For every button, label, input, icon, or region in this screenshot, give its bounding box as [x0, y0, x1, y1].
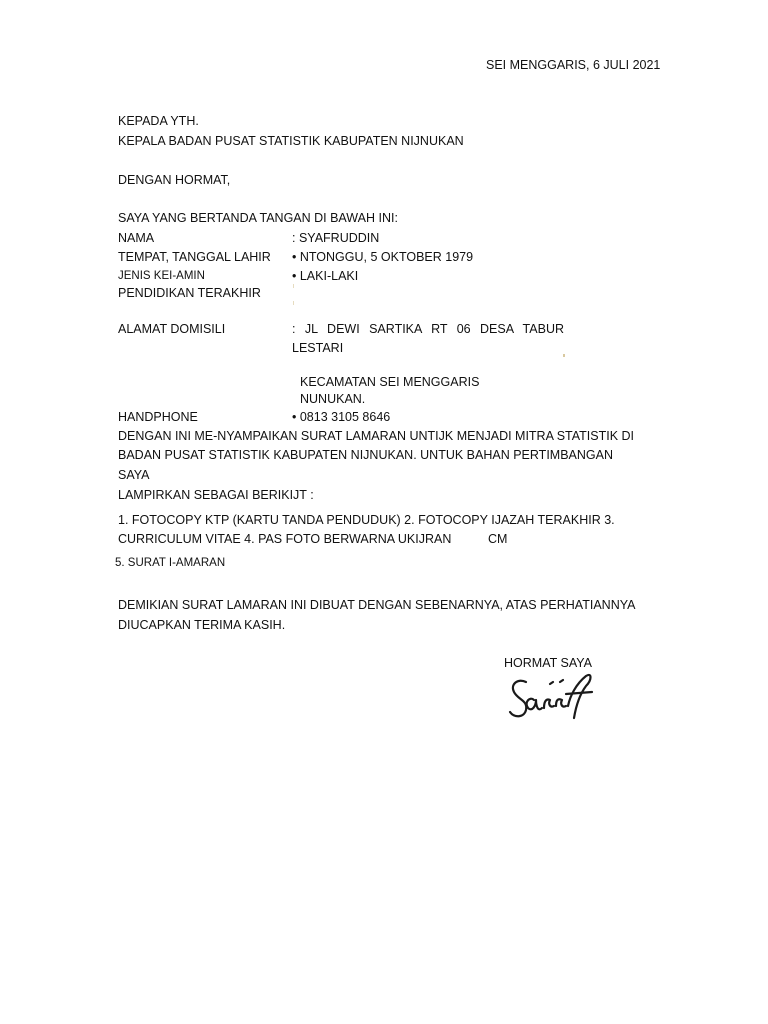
- scan-speck: [563, 354, 565, 357]
- field-ttl-value: • NTONGGU, 5 OKTOBER 1979: [292, 250, 474, 264]
- recipient-line-1: KEPADA YTH.: [118, 114, 199, 128]
- body-line-2: BADAN PUSAT STATISTIK KABUPATEN NIJNUKAN. UNTUK BAHAN PERTIMBANGAN: [118, 448, 613, 462]
- attachment-list-unit: CM: [488, 532, 508, 546]
- field-hp-label: HANDPHONE: [118, 410, 198, 424]
- field-alamat-value-2: LESTARI: [292, 341, 344, 355]
- attachment-list-line-1: 1. FOTOCOPY KTP (KARTU TANDA PENDUDUK) 2. FOTOCOPY IJAZAH TERAKHIR 3.: [118, 513, 615, 527]
- field-ttl-label: TEMPAT, TANGGAL LAHIR: [118, 250, 271, 264]
- field-alamat-label: ALAMAT DOMISILI: [118, 322, 226, 336]
- field-nama-value: : SYAFRUDDIN: [292, 231, 380, 245]
- field-alamat-value-3: KECAMATAN SEI MENGGARIS: [300, 375, 480, 389]
- field-jk-value: • LAKI-LAKI: [292, 269, 359, 283]
- closing-line-2: DIUCAPKAN TERIMA KASIH.: [118, 618, 286, 632]
- field-alamat-value-4: NUNUKAN.: [300, 392, 366, 406]
- intro-line: SAYA YANG BERTANDA TANGAN DI BAWAH INI:: [118, 211, 398, 225]
- attachment-list-line-2: CURRICULUM VITAE 4. PAS FOTO BERWARNA UKIJRAN: [118, 532, 452, 546]
- body-line-3: SAYA: [118, 468, 150, 482]
- recipient-line-2: KEPALA BADAN PUSAT STATISTIK KABUPATEN NIJNUKAN: [118, 134, 464, 148]
- field-jk-label: JENIS KEI-AMIN: [118, 270, 205, 282]
- field-hp-value: • 0813 3105 8646: [292, 410, 391, 424]
- body-line-1: DENGAN INI ME-NYAMPAIKAN SURAT LAMARAN UNTIJK MENJADI MITRA STATISTIK DI: [118, 429, 635, 443]
- greeting: DENGAN HORMAT,: [118, 173, 231, 187]
- closing-line-1: DEMIKIAN SURAT LAMARAN INI DIBUAT DENGAN SEBENARNYA, ATAS PERHATIANNYA: [118, 598, 636, 612]
- field-pendidikan-label: PENDIDIKAN TERAKHIR: [118, 286, 261, 300]
- place-date: SEI MENGGARIS, 6 JULI 2021: [486, 58, 661, 72]
- field-alamat-value-1: : JL DEWI SARTIKA RT 06 DESA TABUR: [292, 322, 564, 336]
- sign-off: HORMAT SAYA: [504, 656, 592, 670]
- scan-speck: [293, 301, 294, 305]
- signature: [506, 670, 598, 722]
- lampiran-line: LAMPIRKAN SEBAGAI BERIKIJT :: [118, 488, 314, 502]
- scan-speck: [293, 284, 294, 288]
- attachment-list-line-3: 5. SURAT I-AMARAN: [115, 557, 226, 569]
- field-nama-label: NAMA: [118, 231, 155, 245]
